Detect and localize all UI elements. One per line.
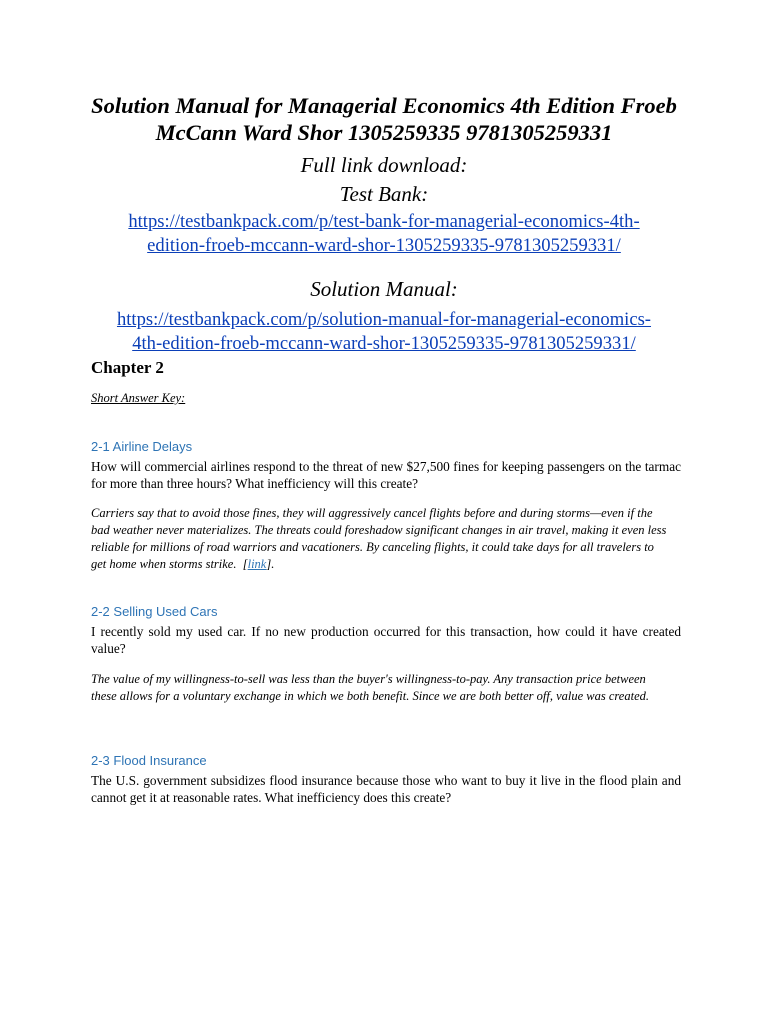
solution-url-line-2[interactable]: 4th-edition-froeb-mccann-ward-shor-1305259335-9781305259331/ bbox=[132, 333, 636, 354]
section-heading-flood-insurance: 2-3 Flood Insurance bbox=[91, 753, 207, 768]
section-heading-airline-delays: 2-1 Airline Delays bbox=[91, 439, 193, 454]
question-selling-used-cars: I recently sold my used car. If no new production occurred for this transaction, how could it have created value? bbox=[91, 624, 681, 656]
section-heading-selling-used-cars: 2-2 Selling Used Cars bbox=[91, 604, 218, 619]
answer-airline-delays bbox=[91, 505, 671, 573]
test-bank-url-line-2[interactable]: edition-froeb-mccann-ward-shor-1305259335-9781305259331/ bbox=[147, 235, 621, 256]
test-bank-label: Test Bank: bbox=[339, 182, 429, 206]
test-bank-link[interactable] bbox=[60, 210, 708, 258]
solution-manual-label: Solution Manual: bbox=[310, 277, 458, 301]
title-line-1: Solution Manual for Managerial Economics 4th Edition Froeb bbox=[91, 93, 677, 118]
document-title bbox=[60, 92, 708, 146]
question-flood-insurance: The U.S. government subsidizes flood insurance because those who want to buy it live in the flood plain and cannot get it at reasonable rates. What inefficiency does this create? bbox=[91, 773, 681, 805]
link-bracket-close: ]. bbox=[266, 557, 275, 571]
link-bracket-open: [ bbox=[236, 557, 248, 571]
solution-url-line-1[interactable]: https://testbankpack.com/p/solution-manual-for-managerial-economics- bbox=[116, 309, 652, 330]
chapter-title: Chapter 2 bbox=[91, 358, 164, 377]
title-line-2: McCann Ward Shor 1305259335 9781305259331 bbox=[155, 120, 613, 145]
source-link[interactable]: link bbox=[247, 557, 267, 571]
answer-selling-used-cars: The value of my willingness-to-sell was less than the buyer's willingness-to-pay. Any transaction price between these allows for a voluntary exchange in which we both benefit. Since we are both better off, value was created. bbox=[91, 672, 649, 703]
test-bank-url-line-1[interactable]: https://testbankpack.com/p/test-bank-for-managerial-economics-4th- bbox=[128, 211, 640, 232]
full-link-label: Full link download: bbox=[300, 153, 468, 177]
solution-manual-link[interactable] bbox=[60, 308, 708, 356]
answer-text: Carriers say that to avoid those fines, they will aggressively cancel flights before and during storms—even if the bad weather never materializes. The threats could foreshadow significant changes in air travel, making it even less reliable for millions of road warriors and vacationers. By canceling flights, it could take days for all travelers to get home when storms strike. bbox=[91, 506, 667, 571]
short-answer-key-label: Short Answer Key: bbox=[91, 391, 186, 405]
question-airline-delays: How will commercial airlines respond to the threat of new $27,500 fines for keeping passengers on the tarmac for more than three hours? What inefficiency will this create? bbox=[91, 459, 681, 491]
